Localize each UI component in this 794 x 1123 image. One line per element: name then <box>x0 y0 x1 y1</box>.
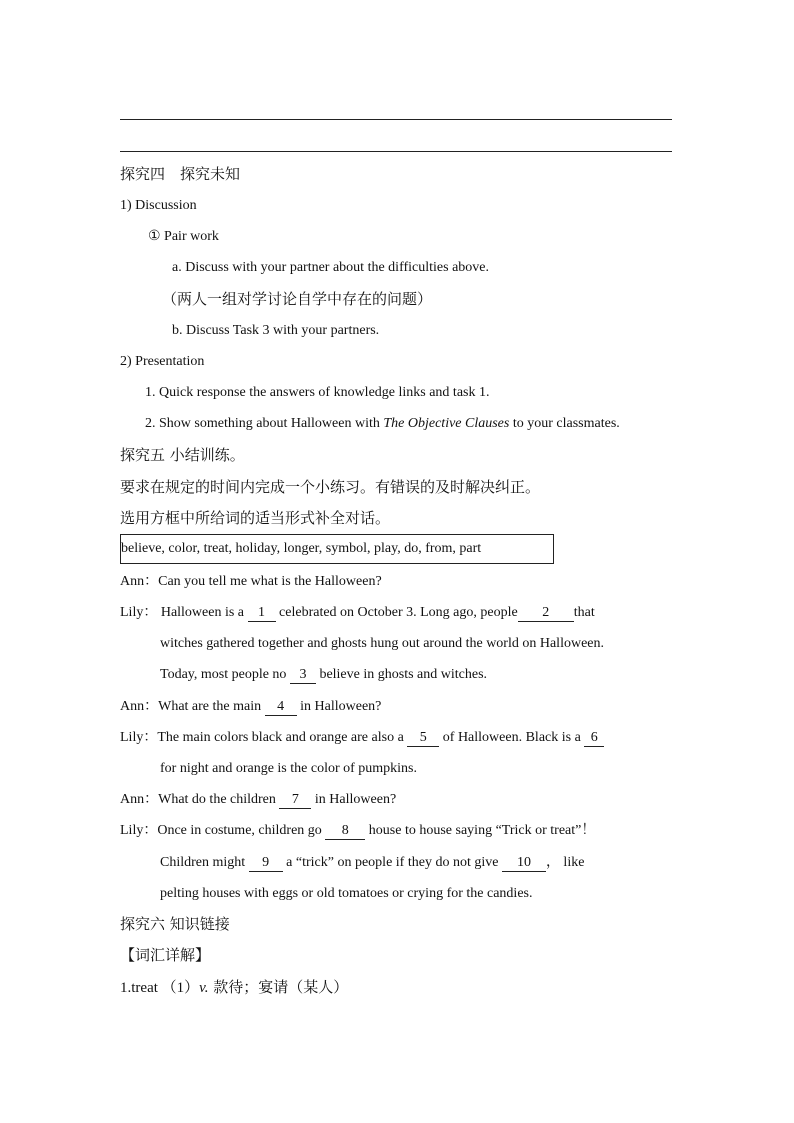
dialogue-line-3: witches gathered together and ghosts hung out around the world on Halloween. <box>160 636 605 651</box>
dialogue-line-5-end: in Halloween? <box>296 699 382 714</box>
dialogue-line-11: pelting houses with eggs or old tomatoes or crying for the candies. <box>160 886 533 901</box>
vocab-entry-pos: v. <box>199 980 209 996</box>
blank-10[interactable]: 10 <box>502 854 546 872</box>
dialogue-line-6-start: Lily：The main colors black and orange are also a <box>120 730 408 745</box>
dialogue-line-8 <box>120 790 396 810</box>
dialogue-line-5-start: Ann：What are the main <box>120 699 265 714</box>
dialogue-line-2-end: that <box>573 605 595 620</box>
dialogue-line-2 <box>120 603 595 623</box>
pair-work-label: ① Pair work <box>148 229 219 244</box>
top-rule-2 <box>120 151 672 152</box>
dialogue-line-10 <box>160 853 584 873</box>
dialogue-line-5 <box>120 697 381 717</box>
dialogue-line-7: for night and orange is the color of pumpkins. <box>160 761 418 776</box>
dialogue-line-6-mid: of Halloween. Black is a <box>439 730 585 745</box>
dialogue-line-10-mid: a “trick” on people if they do not give <box>282 855 502 870</box>
presentation-item-1: 1. Quick response the answers of knowledge links and task 1. <box>145 385 490 400</box>
dialogue-line-4-end: believe in ghosts and witches. <box>315 667 488 682</box>
blank-7[interactable]: 7 <box>279 791 311 809</box>
dialogue-line-2-speaker: Lily： Halloween is a <box>120 605 248 620</box>
blank-4[interactable]: 4 <box>265 698 297 716</box>
dialogue-line-9-end: house to house saying “Trick or treat”！ <box>365 823 596 838</box>
dialogue-line-4 <box>160 665 487 685</box>
blank-2[interactable]: 2 <box>518 604 574 622</box>
vocab-entry-definition: 款待；宴请（某人） <box>208 978 349 996</box>
discussion-heading: 1) Discussion <box>120 198 197 213</box>
dialogue-line-9-start: Lily：Once in costume, children go <box>120 823 326 838</box>
presentation-item-2 <box>145 414 620 434</box>
dialogue-line-9 <box>120 821 595 841</box>
word-box <box>120 534 554 564</box>
section5-task: 选用方框中所给词的适当形式补全对话。 <box>120 509 391 527</box>
section5-title: 探究五 小结训练。 <box>120 446 245 464</box>
word-box-text: believe, color, treat, holiday, longer, symbol, play, do, from, part <box>121 541 482 556</box>
blank-8[interactable]: 8 <box>325 822 365 840</box>
section5-instruction: 要求在规定的时间内完成一个小练习。有错误的及时解决纠正。 <box>120 478 541 496</box>
dialogue-line-1: Ann：Can you tell me what is the Halloween? <box>120 574 382 589</box>
blank-1[interactable]: 1 <box>248 604 276 622</box>
presentation-heading: 2) Presentation <box>120 354 205 369</box>
dialogue-line-8-end: in Halloween? <box>311 792 397 807</box>
presentation-item-2-text: 2. Show something about Halloween with <box>145 416 384 431</box>
presentation-item-2-tail: to your classmates. <box>509 416 620 431</box>
dialogue-line-4-start: Today, most people no <box>160 667 290 682</box>
item-a-chinese: （两人一组对学讨论自学中存在的问题） <box>162 290 433 308</box>
dialogue-line-2-mid: celebrated on October 3. Long ago, people <box>275 605 518 620</box>
blank-9[interactable]: 9 <box>249 854 283 872</box>
vocab-heading: 【词汇详解】 <box>120 946 211 964</box>
objective-clauses-term: The Objective Clauses <box>383 416 510 431</box>
section4-title: 探究四 探究未知 <box>120 165 241 183</box>
blank-5[interactable]: 5 <box>407 729 439 747</box>
item-b: b. Discuss Task 3 with your partners. <box>172 323 380 338</box>
section6-title: 探究六 知识链接 <box>120 915 230 933</box>
top-rule-1 <box>120 119 672 120</box>
dialogue-line-6 <box>120 728 604 748</box>
dialogue-line-10-start: Children might <box>160 855 249 870</box>
dialogue-line-8-start: Ann：What do the children <box>120 792 280 807</box>
item-a: a. Discuss with your partner about the difficulties above. <box>172 260 489 275</box>
dialogue-line-10-end: ， like <box>545 855 585 870</box>
blank-6[interactable]: 6 <box>584 729 604 747</box>
vocab-entry-word: 1.treat （1） <box>120 980 200 996</box>
vocab-entry-treat <box>120 976 348 999</box>
blank-3[interactable]: 3 <box>290 666 316 684</box>
